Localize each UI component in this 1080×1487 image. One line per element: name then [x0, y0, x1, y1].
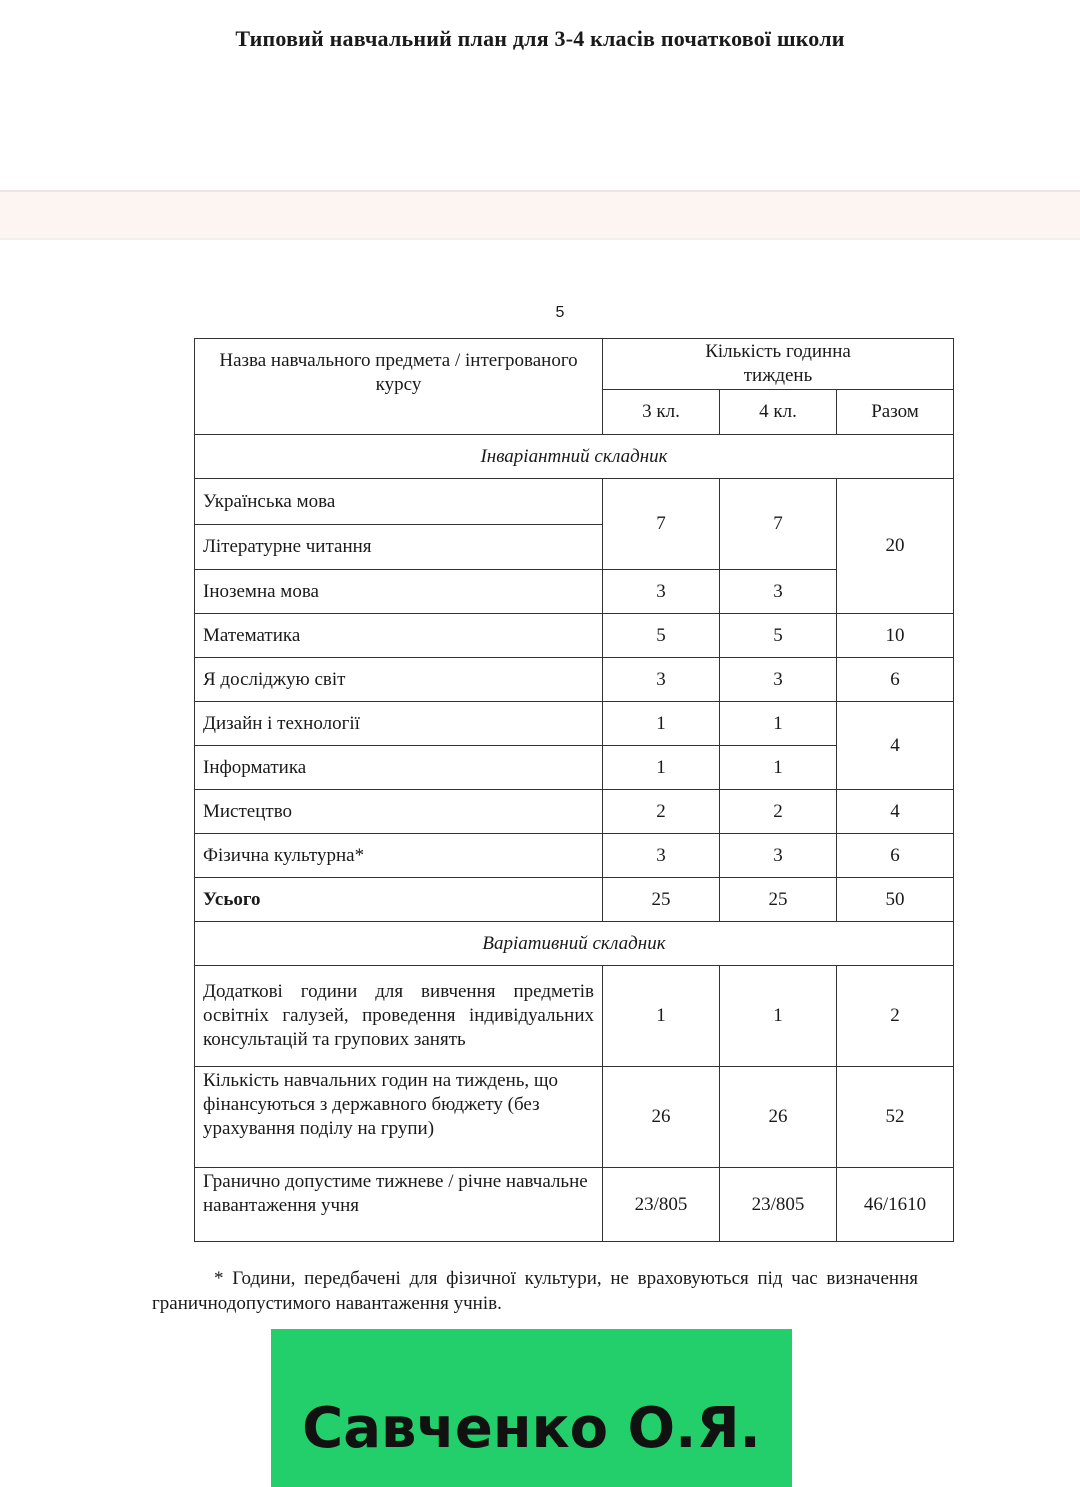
- load-limit-label: Гранично допустиме тижневе / річне навчальне навантаження учня: [195, 1168, 603, 1242]
- limit-total: 46/1610: [837, 1168, 954, 1242]
- sum-grade3: 25: [603, 878, 720, 922]
- language-group-total: 20: [837, 479, 954, 614]
- limit-grade3: 23/805: [603, 1168, 720, 1242]
- extra-grade3: 1: [603, 966, 720, 1067]
- extra-grade4: 1: [720, 966, 837, 1067]
- ukr-lit-grade4: 7: [720, 479, 837, 570]
- pe-grade3: 3: [603, 834, 720, 878]
- subject-literary-reading: Літературне читання: [195, 525, 603, 570]
- page-number: 5: [555, 304, 565, 321]
- informatics-grade4: 1: [720, 746, 837, 790]
- subject-world: Я досліджую світ: [195, 658, 603, 702]
- header-grade4: 4 кл.: [720, 390, 837, 435]
- sum-grade4: 25: [720, 878, 837, 922]
- section-variative: Варіативний складник: [195, 922, 954, 966]
- foreign-grade4: 3: [720, 570, 837, 614]
- design-informatics-total: 4: [837, 702, 954, 790]
- ukr-lit-grade3: 7: [603, 479, 720, 570]
- world-total: 6: [837, 658, 954, 702]
- funded-grade3: 26: [603, 1067, 720, 1168]
- math-total: 10: [837, 614, 954, 658]
- world-grade3: 3: [603, 658, 720, 702]
- foreign-grade3: 3: [603, 570, 720, 614]
- sum-total: 50: [837, 878, 954, 922]
- footnote: * Години, передбачені для фізичної культури, не враховуються під час визначення граничнодопустимого навантаження учнів.: [152, 1268, 918, 1314]
- world-grade4: 3: [720, 658, 837, 702]
- subject-informatics: Інформатика: [195, 746, 603, 790]
- design-grade3: 1: [603, 702, 720, 746]
- pe-total: 6: [837, 834, 954, 878]
- funded-grade4: 26: [720, 1067, 837, 1168]
- art-grade4: 2: [720, 790, 837, 834]
- row-total-label: Усього: [195, 878, 603, 922]
- curriculum-table: [194, 338, 954, 1242]
- header-grade3: 3 кл.: [603, 390, 720, 435]
- subject-design: Дизайн і технології: [195, 702, 603, 746]
- math-grade4: 5: [720, 614, 837, 658]
- funded-hours-label: Кількість навчальних годин на тиждень, що фінансуються з державного бюджету (без урахування поділу на групи): [195, 1067, 603, 1168]
- extra-total: 2: [837, 966, 954, 1067]
- extra-hours-label: Додаткові години для вивчення предметів освітніх галузей, проведення індивідуальних консультацій та групових занять: [195, 966, 603, 1067]
- art-total: 4: [837, 790, 954, 834]
- section-invariant: Інваріантний складник: [195, 435, 954, 479]
- header-hours-per-week: Кількість годинна тиждень: [603, 339, 954, 390]
- subject-art: Мистецтво: [195, 790, 603, 834]
- subject-ukrainian: Українська мова: [195, 479, 603, 525]
- subject-pe: Фізична культурна*: [195, 834, 603, 878]
- limit-grade4: 23/805: [720, 1168, 837, 1242]
- author-banner: [271, 1329, 792, 1487]
- pe-grade4: 3: [720, 834, 837, 878]
- header-subject: Назва навчального предмета / інтегрованого курсу: [195, 339, 603, 435]
- subject-math: Математика: [195, 614, 603, 658]
- funded-total: 52: [837, 1067, 954, 1168]
- art-grade3: 2: [603, 790, 720, 834]
- header-total: Разом: [837, 390, 954, 435]
- author-name: Савченко О.Я.: [302, 1395, 761, 1461]
- subject-foreign-language: Іноземна мова: [195, 570, 603, 614]
- document-title: Типовий навчальний план для 3-4 класів початкової школи: [235, 26, 845, 51]
- informatics-grade3: 1: [603, 746, 720, 790]
- page-separator-band: [0, 190, 1080, 240]
- design-grade4: 1: [720, 702, 837, 746]
- math-grade3: 5: [603, 614, 720, 658]
